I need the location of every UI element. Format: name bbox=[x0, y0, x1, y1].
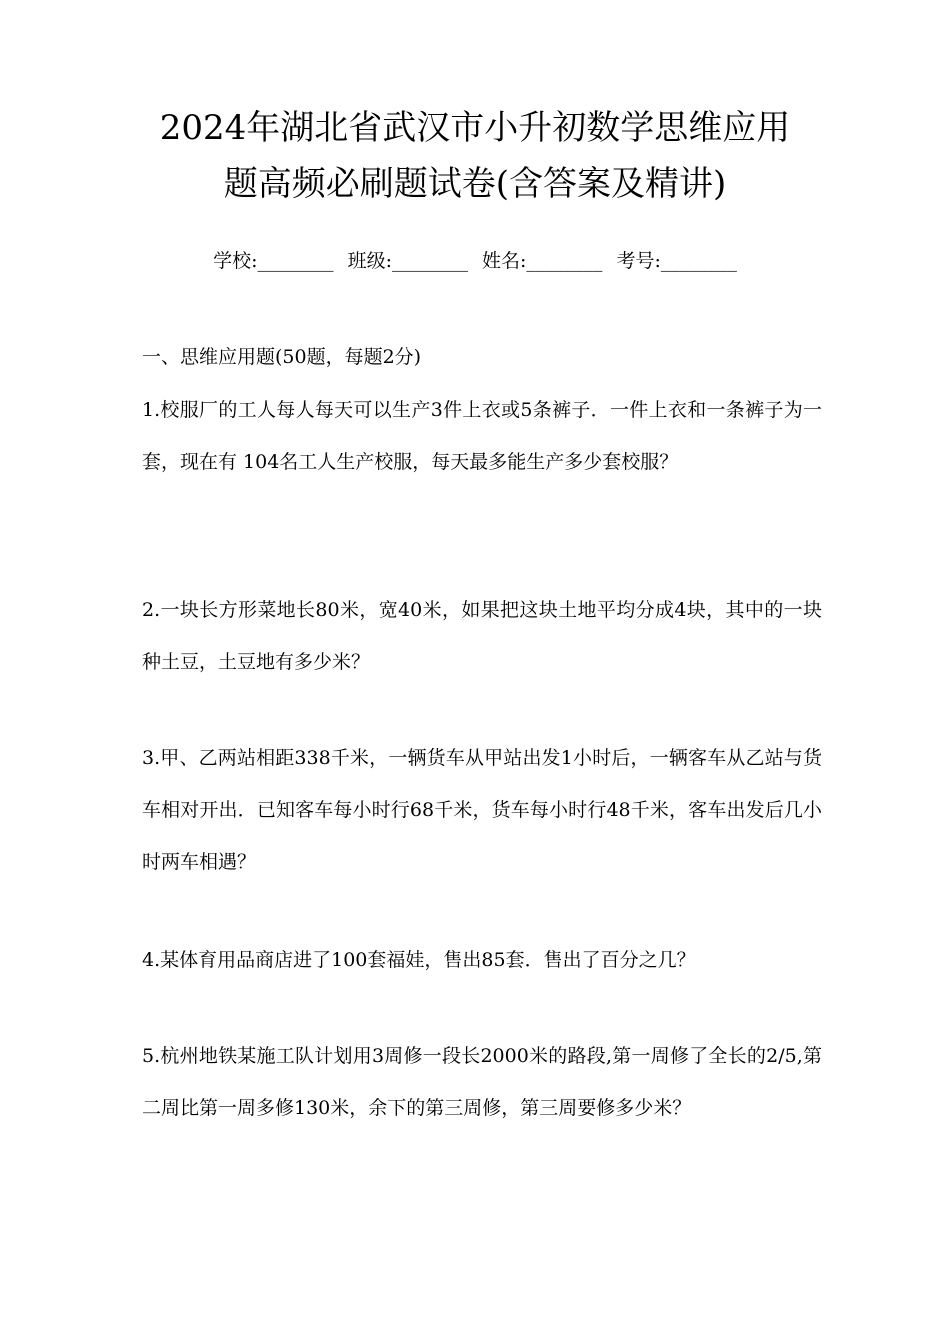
document-title bbox=[60, 100, 890, 212]
question-1: 1.校服厂的工人每人每天可以生产3件上衣或5条裤子．一件上衣和一条裤子为一套，现在有 104名工人生产校服，每天最多能生产多少套校服？ bbox=[142, 399, 822, 473]
exam-number-field: 考号:________ bbox=[616, 250, 737, 272]
school-field: 学校:________ bbox=[213, 250, 334, 272]
title-line-2: 题高频必刷题试卷(含答案及精讲) bbox=[223, 164, 727, 204]
question-2: 2.一块长方形菜地长80米，宽40米，如果把这块土地平均分成4块，其中的一块种土豆，土豆地有多少米？ bbox=[142, 599, 822, 673]
question-3: 3.甲、乙两站相距338千米，一辆货车从甲站出发1小时后，一辆客车从乙站与货车相对开出．已知客车每小时行68千米，货车每小时行48千米，客车出发后几小时两车相遇？ bbox=[142, 747, 822, 873]
section-heading: 一、思维应用题(50题，每题2分) bbox=[142, 346, 422, 368]
title-line-1: 2024年湖北省武汉市小升初数学思维应用 bbox=[159, 108, 791, 148]
class-field: 班级:________ bbox=[347, 250, 468, 272]
question-4: 4.某体育用品商店进了100套福娃，售出85套．售出了百分之几？ bbox=[142, 949, 696, 971]
student-info-row bbox=[0, 246, 950, 276]
question-5: 5.杭州地铁某施工队计划用3周修一段长2000米的路段,第一周修了全长的2/5,第二周比第一周多修130米，余下的第三周修，第三周要修多少米？ bbox=[142, 1045, 822, 1119]
name-field: 姓名:________ bbox=[482, 250, 603, 272]
